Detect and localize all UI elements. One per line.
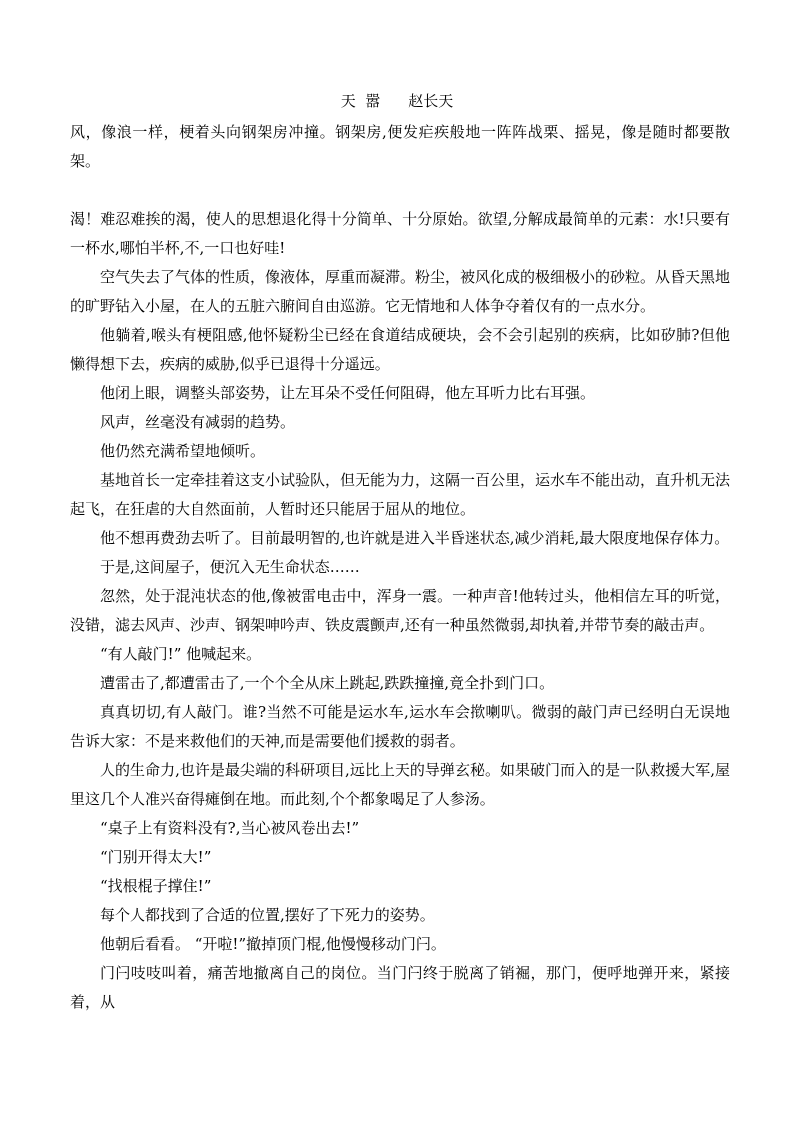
paragraph: 于是,这间屋子，便沉入无生命状态…… xyxy=(100,558,360,576)
paragraph: 风，像浪一样，梗着头向钢架房冲撞。钢架房,便发疟疾般地一阵阵战栗、摇晃，像是随时都要散架。 xyxy=(70,123,730,170)
paragraph: 空气失去了气体的性质，像液体，厚重而凝滞。粉尘，被风化成的极细极小的砂粒。从昏天黑地的旷野钻入小屋，在人的五脏六腑间自由巡游。它无情地和人体争夺着仅有的一点水分。 xyxy=(70,268,731,315)
author-name: 赵长天 xyxy=(408,92,454,110)
paragraph: 真真切切,有人敲门。谁?当然不可能是运水车,运水车会揿喇叭。微弱的敲门声已经明白无误地告诉大家：不是来救他们的天神,而是需要他们援救的弱者。 xyxy=(70,703,730,750)
paragraph-gap xyxy=(70,176,730,205)
page-title: 天 嚣 xyxy=(340,92,381,110)
paragraph: 渴！难忍难挨的渴，使人的思想退化得十分简单、十分原始。欲望,分解成最简单的元素：水!只要有一杯水,哪怕半杯,不,一口也好哇! xyxy=(70,210,730,257)
paragraph: 他躺着,喉头有梗阻感,他怀疑粉尘已经在食道结成硬块，会不会引起别的疾病，比如矽肺?但他懒得想下去，疾病的威胁,似乎已退得十分遥远。 xyxy=(70,326,730,373)
paragraph: “桌子上有资料没有?,当心被风卷出去!” xyxy=(100,819,360,837)
title-line xyxy=(0,90,794,112)
paragraph: 他仍然充满希望地倾听。 xyxy=(100,442,266,460)
paragraph: 他不想再费劲去听了。目前最明智的,也许就是进入半昏迷状态,减少消耗,最大限度地保存体力。 xyxy=(100,529,730,547)
paragraph: 遭雷击了,都遭雷击了,一个个全从床上跳起,跌跌撞撞,竟全扑到门口。 xyxy=(100,674,555,692)
paragraph: 风声，丝毫没有减弱的趋势。 xyxy=(100,413,296,431)
paragraph: “找根棍子撑住!” xyxy=(100,877,212,895)
paragraph: 人的生命力,也许是最尖端的科研项目,远比上天的导弹玄秘。如果破门而入的是一队救援大军,屋里这几个人准兴奋得瘫倒在地。而此刻,个个都象喝足了人参汤。 xyxy=(70,761,730,808)
paragraph: 基地首长一定牵挂着这支小试验队，但无能为力，这隔一百公里，运水车不能出动，直升机无法起飞，在狂虐的大自然面前，人暂时还只能居于屈从的地位。 xyxy=(70,471,731,518)
paragraph: “门别开得太大!” xyxy=(100,848,212,866)
article-body xyxy=(70,118,730,1017)
paragraph: 每个人都找到了合适的位置,摆好了下死力的姿势。 xyxy=(100,906,435,924)
paragraph: 他朝后看看。 “开啦!”撤掉顶门棍,他慢慢移动门闩。 xyxy=(100,935,446,953)
paragraph: 他闭上眼，调整头部姿势，让左耳朵不受任何阻碍，他左耳听力比右耳强。 xyxy=(100,384,596,402)
paragraph: 门闩吱吱叫着，痛苦地撤离自己的岗位。当门闩终于脱离了销䘿，那门，便呼地弹开来，紧接着，从 xyxy=(70,964,730,1011)
paragraph: 忽然，处于混沌状态的他,像被雷电击中，浑身一震。一种声音!他转过头，他相信左耳的听觉，没错，滤去风声、沙声、钢架呻吟声、铁皮震颤声,还有一种虽然微弱,却执着,并带节奏的敲击声。 xyxy=(70,587,730,634)
paragraph: “有人敲门!” 他喊起来。 xyxy=(100,645,262,663)
